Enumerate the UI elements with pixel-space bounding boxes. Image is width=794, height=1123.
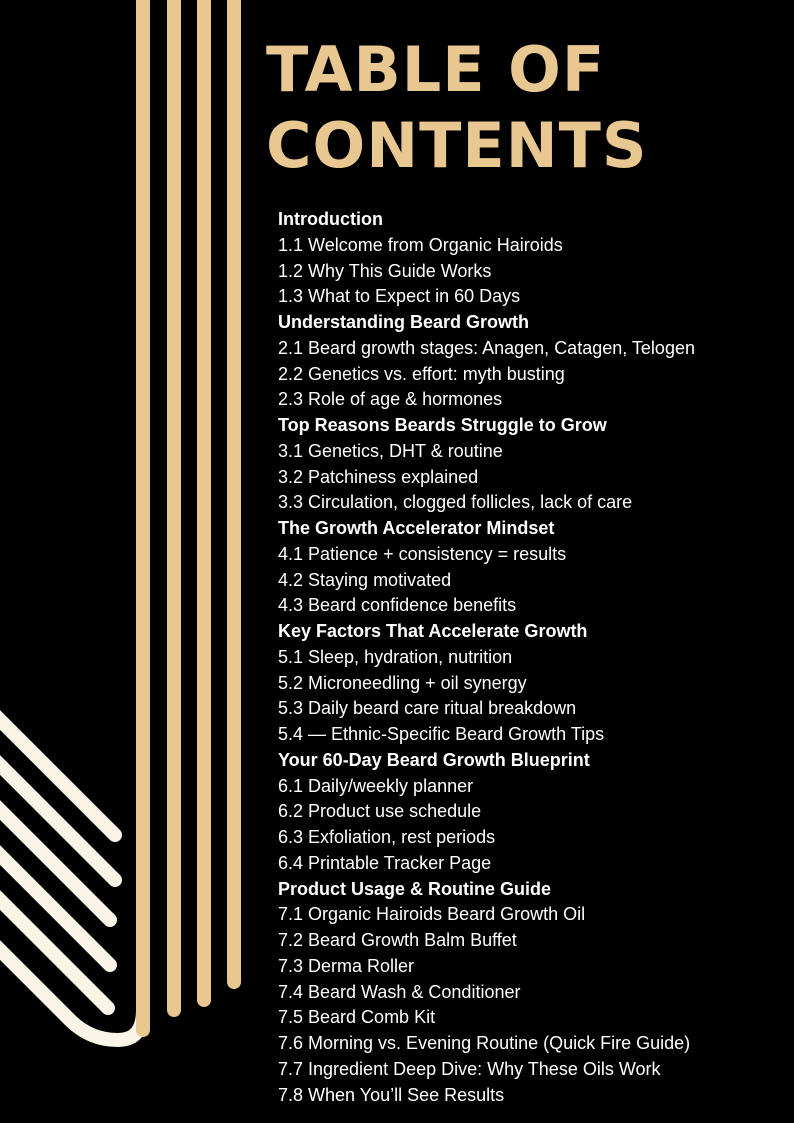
- toc-section-heading: The Growth Accelerator Mindset: [278, 518, 555, 538]
- toc-entry: 3.1 Genetics, DHT & routine: [278, 440, 503, 461]
- toc-entry: 7.2 Beard Growth Balm Buffet: [278, 930, 517, 950]
- toc-entry: 6.1 Daily/weekly planner: [278, 775, 474, 796]
- toc-section-heading: Introduction: [278, 209, 383, 229]
- title-line-1: TABLE OF: [266, 33, 606, 106]
- toc-entry: 1.2 Why This Guide Works: [278, 260, 492, 281]
- toc-entry: 6.3 Exfoliation, rest periods: [278, 827, 496, 847]
- toc-entry: 2.2 Genetics vs. effort: myth busting: [278, 363, 565, 384]
- toc-entry: 5.4 — Ethnic-Specific Beard Growth Tips: [278, 724, 605, 744]
- toc-section-heading: Understanding Beard Growth: [278, 312, 530, 332]
- toc-entry: 4.2 Staying motivated: [278, 569, 452, 590]
- toc-entry: 2.3 Role of age & hormones: [278, 389, 503, 410]
- toc-entry: 7.1 Organic Hairoids Beard Growth Oil: [278, 904, 586, 925]
- toc-section-heading: Top Reasons Beards Struggle to Grow: [278, 415, 607, 435]
- toc-entry: 4.3 Beard confidence benefits: [278, 595, 517, 616]
- title-line-2: CONTENTS: [266, 109, 648, 182]
- table-of-contents: [278, 207, 695, 1108]
- toc-entry: 5.3 Daily beard care ritual breakdown: [278, 698, 577, 719]
- toc-section-heading: Key Factors That Accelerate Growth: [278, 621, 588, 641]
- toc-entry: 4.1 Patience + consistency = results: [278, 543, 567, 564]
- toc-section-heading: Product Usage & Routine Guide: [278, 878, 552, 899]
- toc-entry: 5.2 Microneedling + oil synergy: [278, 672, 527, 693]
- toc-entry: 7.6 Morning vs. Evening Routine (Quick Fire Guide): [278, 1033, 691, 1053]
- toc-entry: 7.4 Beard Wash & Conditioner: [278, 981, 521, 1002]
- toc-entry: 7.3 Derma Roller: [278, 955, 415, 976]
- toc-entry: 1.3 What to Expect in 60 Days: [278, 286, 521, 307]
- toc-entry: 6.4 Printable Tracker Page: [278, 852, 492, 873]
- page-title: [266, 32, 648, 184]
- toc-entry: 7.7 Ingredient Deep Dive: Why These Oils Work: [278, 1058, 661, 1079]
- toc-entry: 5.1 Sleep, hydration, nutrition: [278, 646, 513, 667]
- toc-entry: 1.1 Welcome from Organic Hairoids: [278, 234, 563, 255]
- toc-entry: 3.3 Circulation, clogged follicles, lack of care: [278, 492, 633, 513]
- toc-entry: 6.2 Product use schedule: [278, 801, 482, 822]
- toc-section-heading: Your 60-Day Beard Growth Blueprint: [278, 749, 590, 770]
- toc-entry: 2.1 Beard growth stages: Anagen, Catagen, Telogen: [278, 337, 695, 358]
- toc-entry: 7.5 Beard Comb Kit: [278, 1007, 436, 1028]
- toc-entry: 3.2 Patchiness explained: [278, 466, 479, 487]
- toc-entry: 7.8 When You’ll See Results: [278, 1084, 505, 1105]
